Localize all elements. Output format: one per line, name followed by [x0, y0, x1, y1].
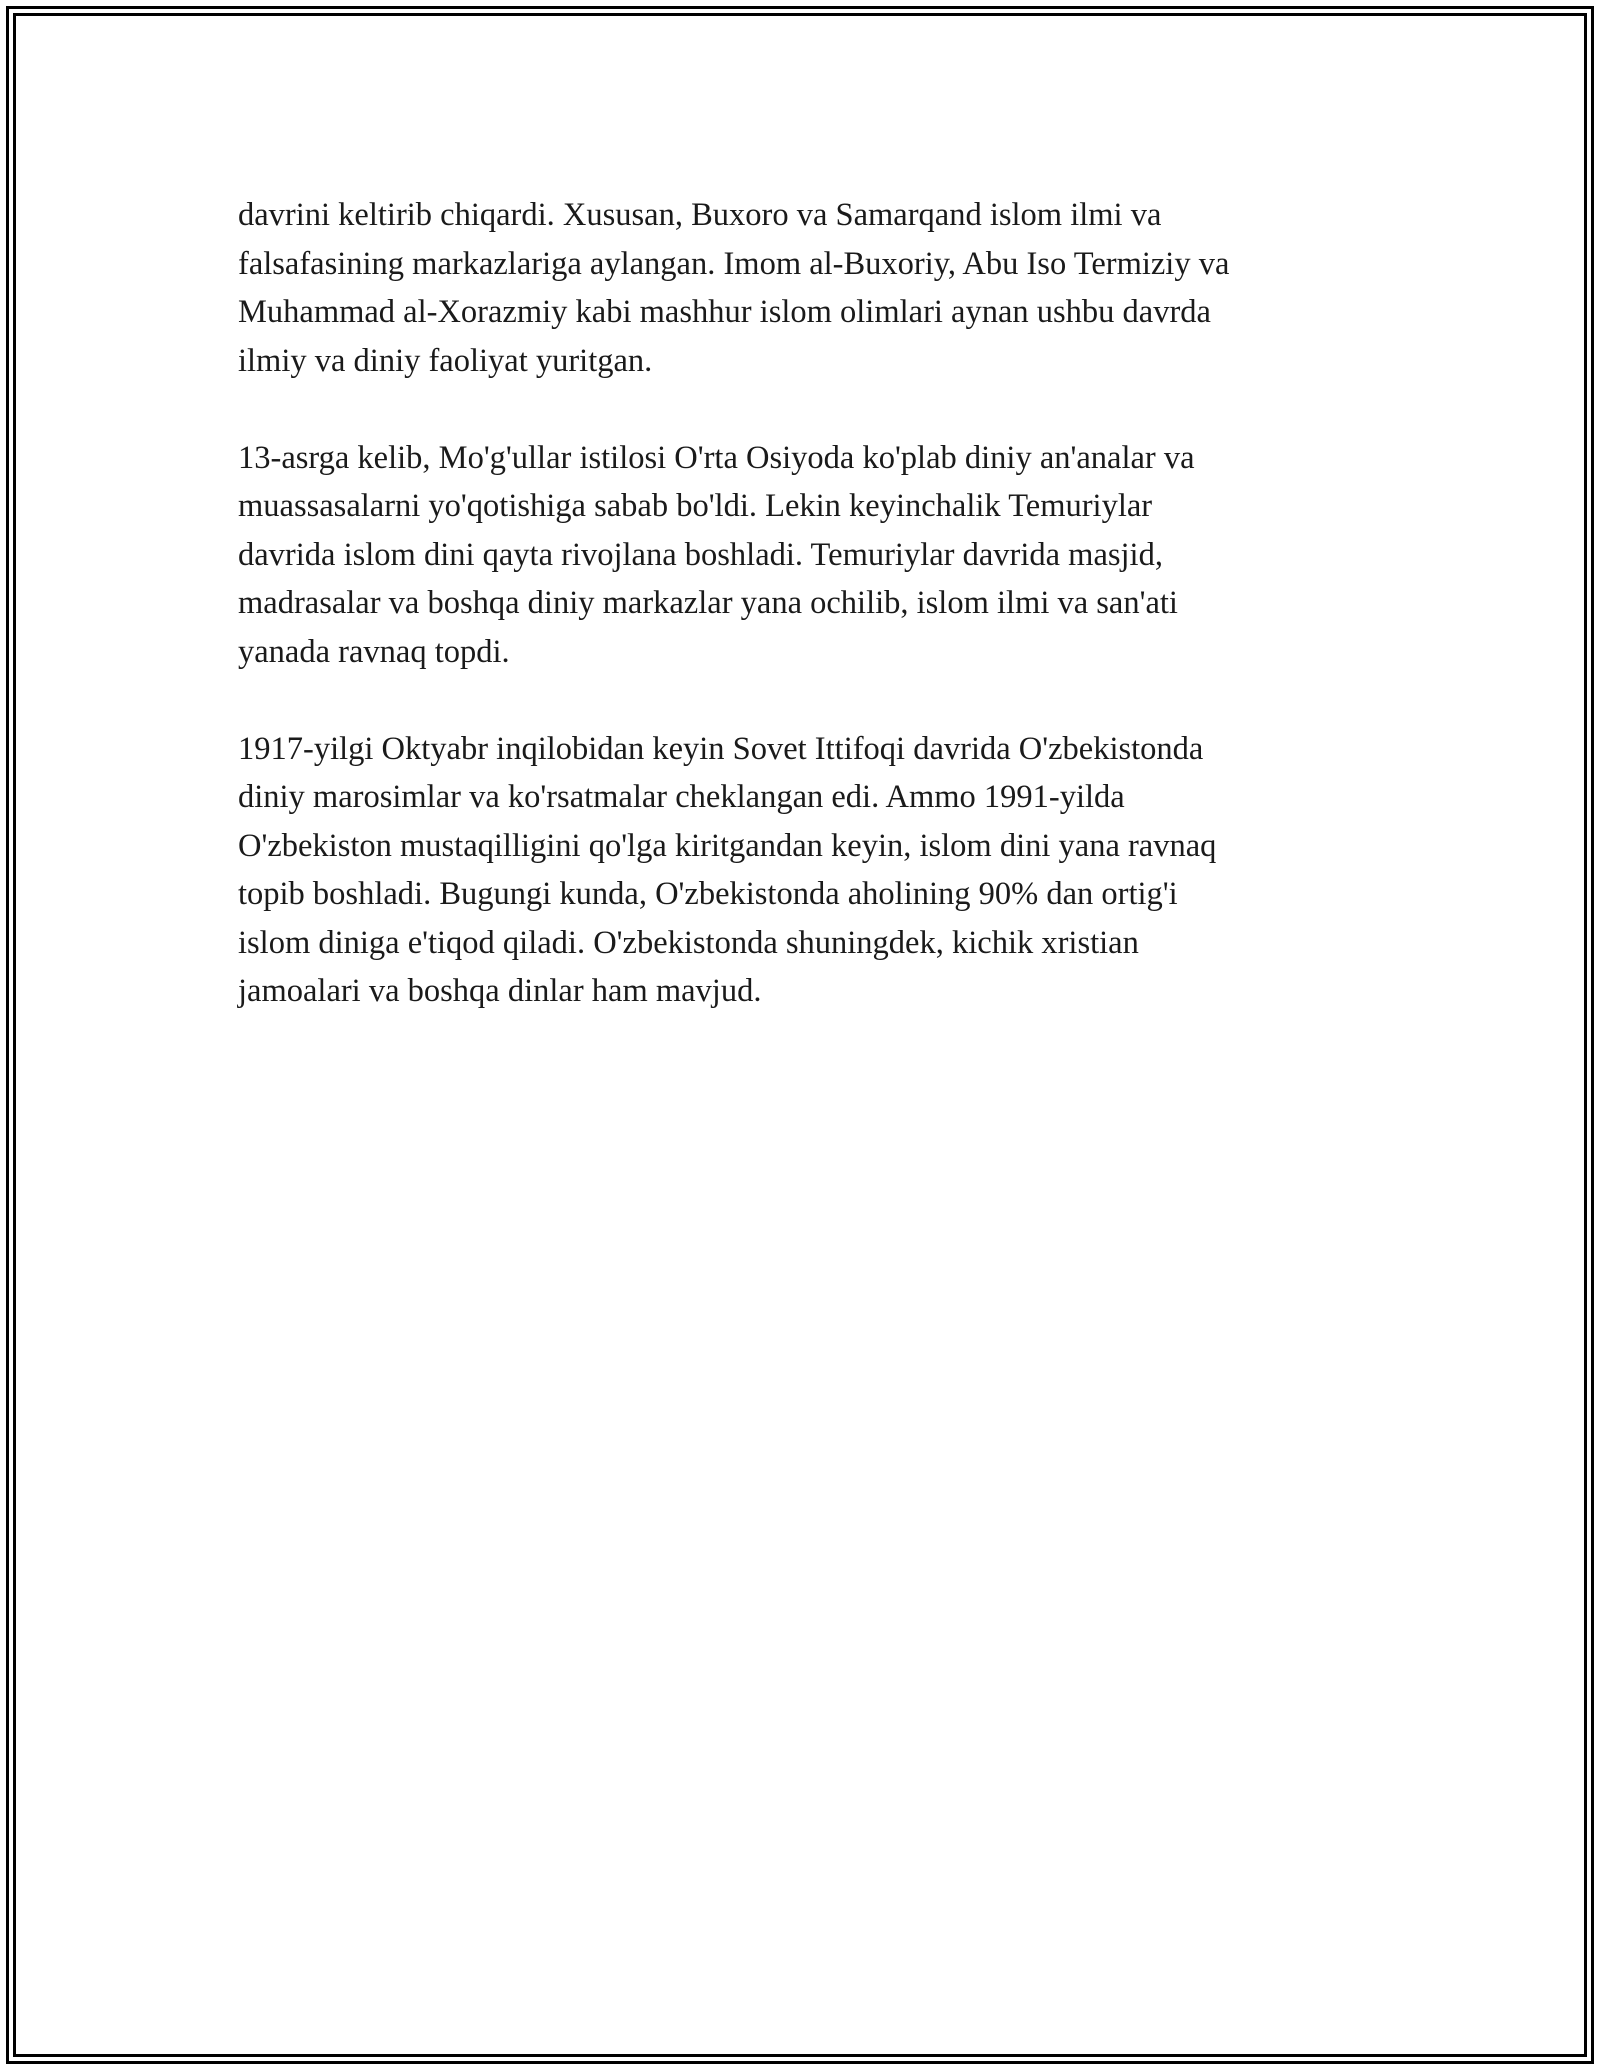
text-line: islom diniga e'tiqod qiladi. O'zbekistonda shuningdek, kichik xristian	[238, 924, 1139, 961]
text-line: madrasalar va boshqa diniy markazlar yana ochilib, islom ilmi va san'ati	[238, 585, 1178, 621]
text-line: yanada ravnaq topdi.	[238, 633, 510, 670]
paragraph	[238, 725, 1398, 1016]
paragraph	[238, 191, 1398, 385]
paragraph	[238, 434, 1398, 677]
text-line: O'zbekiston mustaqilligini qo'lga kiritgandan keyin, islom dini yana ravnaq	[238, 827, 1217, 864]
text-line: falsafasining markazlariga aylangan. Imom al-Buxoriy, Abu Iso Termiziy va	[238, 245, 1230, 282]
text-line: jamoalari va boshqa dinlar ham mavjud.	[238, 973, 762, 1009]
document-body	[238, 191, 1398, 1064]
text-line: 1917-yilgi Oktyabr inqilobidan keyin Sovet Ittifoqi davrida O'zbekistonda	[238, 730, 1204, 767]
document-page	[6, 6, 1594, 2064]
text-line: diniy marosimlar va ko'rsatmalar cheklangan edi. Ammo 1991-yilda	[238, 779, 1125, 815]
text-line: Muhammad al-Xorazmiy kabi mashhur islom olimlari aynan ushbu davrda	[238, 294, 1211, 330]
text-line: topib boshladi. Bugungi kunda, O'zbekistonda aholining 90% dan ortig'i	[238, 876, 1178, 912]
text-line: 13-asrga kelib, Mo'g'ullar istilosi O'rta Osiyoda ko'plab diniy an'analar va	[238, 439, 1195, 476]
text-line: muassasalarni yo'qotishiga sabab bo'ldi. Lekin keyinchalik Temuriylar	[238, 488, 1153, 524]
text-line: davrini keltirib chiqardi. Xususan, Buxoro va Samarqand islom ilmi va	[238, 197, 1162, 233]
text-line: davrida islom dini qayta rivojlana boshladi. Temuriylar davrida masjid,	[238, 536, 1163, 573]
text-line: ilmiy va diniy faoliyat yuritgan.	[238, 342, 653, 379]
